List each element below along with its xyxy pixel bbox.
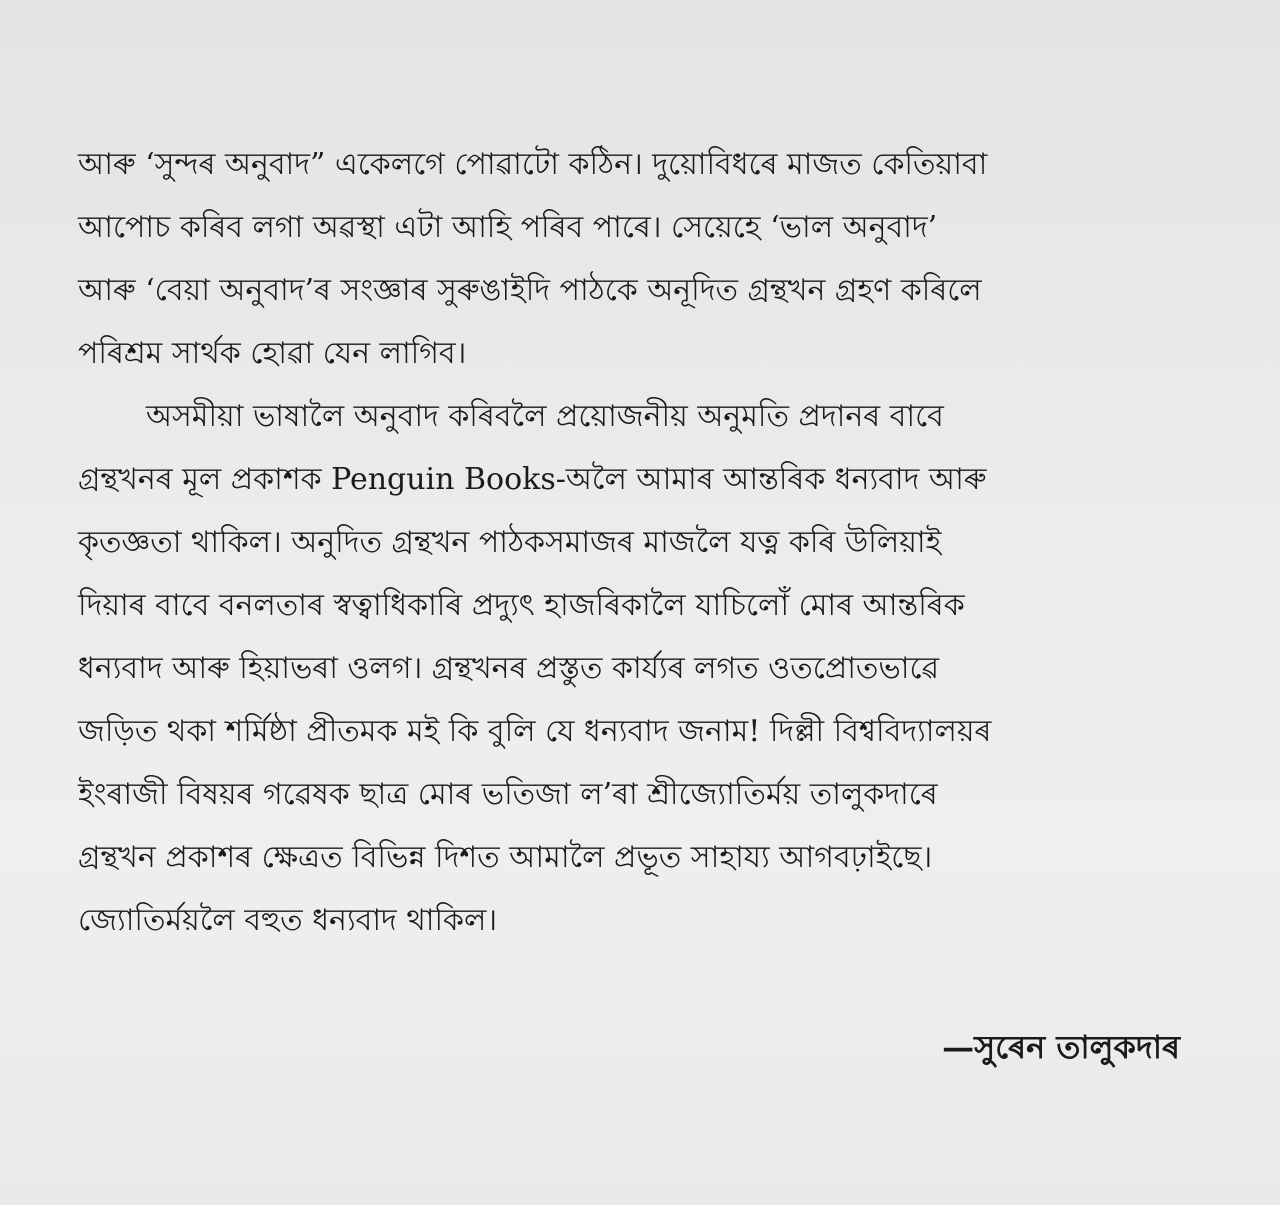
text-line (78, 707, 1208, 770)
text-line (78, 455, 1208, 518)
text-line (78, 203, 1208, 266)
line-text: গ্ৰন্থখন প্ৰকাশৰ ক্ষেত্ৰত বিভিন্ন দিশত আমালৈ প্ৰভূত সাহায্য আগবঢ়াইছে। (78, 840, 933, 875)
text-line (78, 644, 1208, 707)
paragraph-translation-note (78, 140, 1208, 392)
line-text: ধন্যবাদ আৰু হিয়াভৰা ওলগ। গ্ৰন্থখনৰ প্ৰস্তুত কাৰ্য্যৰ লগত ওতপ্ৰোতভাৱে (78, 651, 940, 686)
author-signature: —সুৰেন তালুকদাৰ (942, 1028, 1180, 1066)
text-line (78, 392, 1208, 455)
line-text: আৰু ‘বেয়া অনুবাদ’ৰ সংজ্ঞাৰ সুৰুঙাইদি পাঠকে অনূদিত গ্ৰন্থখন গ্ৰহণ কৰিলে (78, 273, 982, 308)
text-line (78, 266, 1208, 329)
line-text: জ্যোতিৰ্ময়লৈ বহুত ধন্যবাদ থাকিল। (78, 903, 498, 938)
text-line (78, 329, 1208, 392)
paragraph-acknowledgements (78, 392, 1208, 959)
text-line (78, 833, 1208, 896)
text-line (78, 518, 1208, 581)
line-text: পৰিশ্ৰম সাৰ্থক হোৱা যেন লাগিব। (78, 336, 467, 371)
text-line (78, 140, 1208, 203)
line-text: গ্ৰন্থখনৰ মূল প্ৰকাশক Penguin Books-অলৈ আমাৰ আন্তৰিক ধন্যবাদ আৰু (78, 462, 987, 497)
text-line (78, 770, 1208, 833)
line-text: অসমীয়া ভাষালৈ অনুবাদ কৰিবলৈ প্ৰয়োজনীয় অনুমতি প্ৰদানৰ বাবে (146, 399, 944, 434)
line-text: ইংৰাজী বিষয়ৰ গৱেষক ছাত্ৰ মোৰ ভতিজা ল’ৰা শ্ৰীজ্যোতিৰ্ময় তালুকদাৰে (78, 777, 938, 812)
line-text: জড়িত থকা শৰ্মিষ্ঠা প্ৰীতমক মই কি বুলি যে ধন্যবাদ জনাম! দিল্লী বিশ্ববিদ্যালয়ৰ (78, 714, 992, 749)
line-text: আৰু ‘সুন্দৰ অনুবাদ” একেলগে পোৱাটো কঠিন। দুয়োবিধৰে মাজত কেতিয়াবা (78, 147, 988, 182)
text-line (78, 896, 1208, 959)
line-text: আপোচ কৰিব লগা অৱস্থা এটা আহি পৰিব পাৰে। সেয়েহে ‘ভাল অনুবাদ’ (78, 210, 938, 245)
line-text: দিয়াৰ বাবে বনলতাৰ স্বত্বাধিকাৰি প্ৰদ্যুৎ হাজৰিকালৈ যাচিলোঁ মোৰ আন্তৰিক (78, 588, 965, 623)
text-line (78, 581, 1208, 644)
line-text: কৃতজ্ঞতা থাকিল। অনুদিত গ্ৰন্থখন পাঠকসমাজৰ মাজলৈ যত্ন কৰি উলিয়াই (78, 525, 942, 560)
